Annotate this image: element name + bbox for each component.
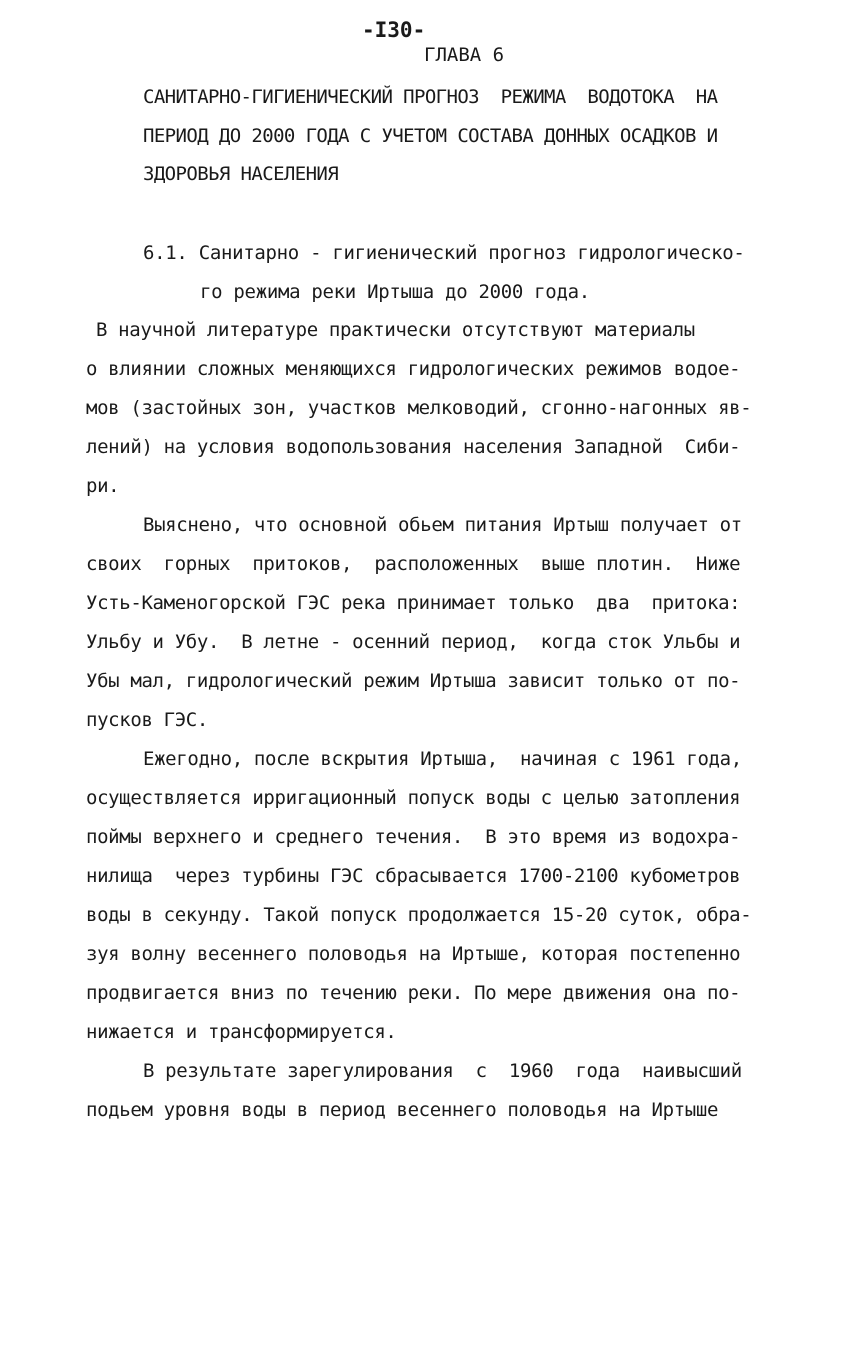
body-line: воды в секунду. Такой попуск продолжается 15-20 суток, обра- [86,904,752,926]
body-line: осуществляется ирригационный попуск воды с целью затопления [86,787,741,809]
section-heading-line: 6.1. Санитарно - гигиенический прогноз гидрологическо- [143,242,745,264]
body-line: Выяснено, что основной обьем питания Иртыш получает от [143,514,742,536]
section-heading-line: го режима реки Иртыша до 2000 года. [200,281,590,303]
body-line: Ульбу и Убу. В летне - осенний период, когда сток Ульбы и [86,631,741,653]
body-line: ри. [86,475,120,497]
chapter-title-line: САНИТАРНО-ГИГИЕНИЧЕСКИЙ ПРОГНОЗ РЕЖИМА ВОДОТОКА НА [143,86,718,108]
body-line: лений) на условия водопользования населения Западной Сиби- [86,436,741,458]
body-line: Усть-Каменогорской ГЭС река принимает только два притока: [86,592,741,614]
body-line: В научной литературе практически отсутствуют материалы [96,319,695,341]
body-line: мов (застойных зон, участков мелководий, сгонно-нагонных яв- [86,397,752,419]
body-line: Ежегодно, после вскрытия Иртыша, начиная с 1961 года, [143,748,742,770]
page-number: -I30- [362,18,426,42]
body-line: пусков ГЭС. [86,709,208,731]
chapter-title-line: ЗДОРОВЬЯ НАСЕЛЕНИЯ [143,163,339,185]
body-line: своих горных притоков, расположенных выше плотин. Ниже [86,553,741,575]
body-line: В результате зарегулирования с 1960 года наивысший [143,1060,742,1082]
chapter-label: ГЛАВА 6 [424,44,505,66]
body-line: Убы мал, гидрологический режим Иртыша зависит только от по- [86,670,741,692]
body-line: нижается и трансформируется. [86,1021,397,1043]
body-line: зуя волну весеннего половодья на Иртыше, которая постепенно [86,943,741,965]
chapter-title-line: ПЕРИОД ДО 2000 ГОДА С УЧЕТОМ СОСТАВА ДОННЫХ ОСАДКОВ И [143,125,718,147]
body-line: подьем уровня воды в период весеннего половодья на Иртыше [86,1099,719,1121]
body-line: о влиянии сложных меняющихся гидрологических режимов водое- [86,358,741,380]
body-line: нилища через турбины ГЭС сбрасывается 1700-2100 кубометров [86,865,741,887]
body-line: поймы верхнего и среднего течения. В это время из водохра- [86,826,741,848]
body-line: продвигается вниз по течению реки. По мере движения она по- [86,982,741,1004]
